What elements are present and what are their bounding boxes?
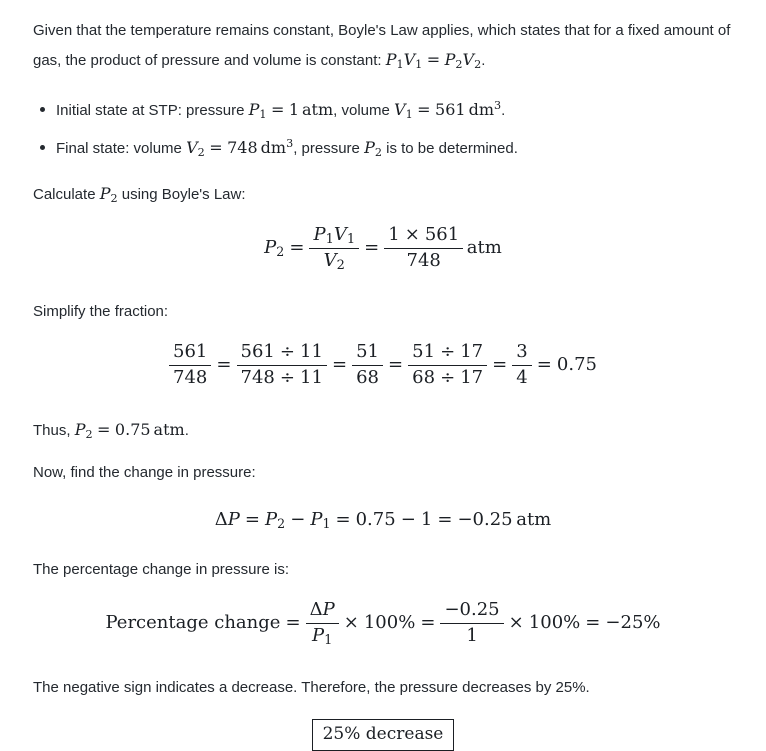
given-states-list — [33, 95, 733, 163]
intro-paragraph: Given that the temperature remains constant, Boyle's Law applies, which states that for a fixed amount of gas, the product of pressure and volume is constant: $P_1V_1 = P_2V_2$. — [33, 22, 731, 71]
thus-paragraph: Thus, $P_2 = 0.75$ atm. — [33, 419, 189, 441]
percentage-change-paragraph: The percentage change in pressure is: — [33, 561, 289, 579]
equation-delta-pressure: $\Delta P = P_2 - P_1 = 0.75 - 1 = -0.25$ atm — [214, 508, 552, 531]
change-in-pressure-paragraph: Now, find the change in pressure: — [33, 463, 256, 481]
equation-percentage-change: Percentage change = $\frac{\Delta P}{P_1}$ × 100% = $\frac{-0.25}{1}$ × 100% = −25% — [105, 599, 661, 649]
simplify-paragraph: Simplify the fraction: — [33, 303, 169, 321]
conclusion-paragraph: The negative sign indicates a decrease. Therefore, the pressure decreases by 25%. — [33, 678, 590, 696]
final-answer-container — [33, 719, 733, 751]
list-item-initial-state: Initial state at STP: pressure $P_1 = 1$ atm, volume $V_1 = 561$ $dm^3$. — [56, 95, 733, 125]
list-item-final-state: Final state: volume $V_2 = 748$ $dm^3$, pressure $P_2$ is to be determined. — [56, 133, 733, 163]
final-answer-box: 25% decrease — [312, 719, 455, 751]
calculate-paragraph: Calculate $P_2$ using Boyle's Law: — [33, 184, 246, 205]
equation-fraction-simplification: $\frac{561}{748}$ = $\frac{561 \div 11}{748 \div 11}$ = $\frac{51}{68}$ = $\frac{51 \div 17}{68 \div 17}$ = $\frac{3}{4}$ = 0.75 — [33, 342, 733, 388]
equation-boyles-law: $P_2$ = $\frac{P_1V_1}{V_2}$ = $\frac{1 \times 561}{748}$ atm — [264, 224, 502, 273]
